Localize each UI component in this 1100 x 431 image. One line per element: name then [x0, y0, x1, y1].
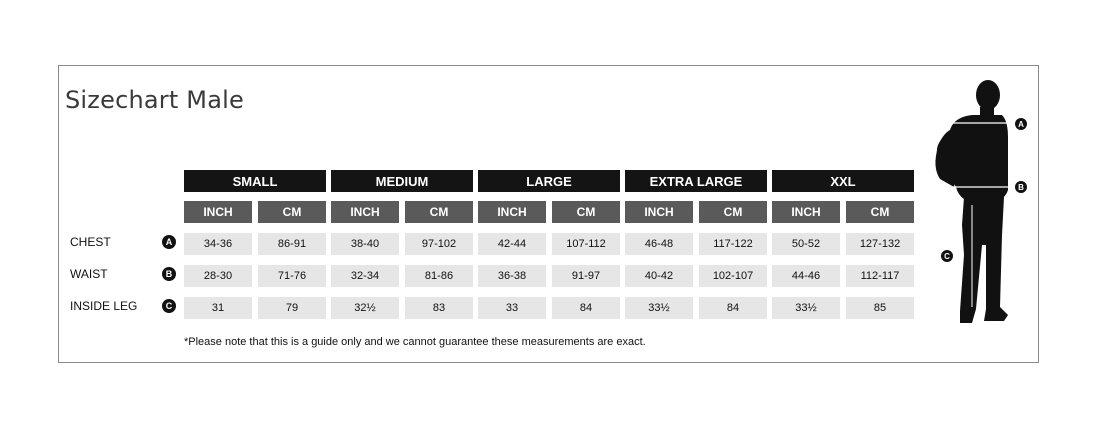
table-cell: 85 — [846, 297, 914, 319]
table-cell: 84 — [552, 297, 620, 319]
table-cell: 33 — [478, 297, 546, 319]
table-cell: 28-30 — [184, 265, 252, 287]
silhouette-torso — [937, 115, 1008, 199]
table-cell: 44-46 — [772, 265, 840, 287]
marker-a-icon: A — [162, 235, 176, 249]
table-cell: 33½ — [772, 297, 840, 319]
table-cell: 34-36 — [184, 233, 252, 255]
marker-c-icon: C — [162, 299, 176, 313]
figure-marker-a-label: A — [1018, 120, 1024, 129]
table-cell: 46-48 — [625, 233, 693, 255]
unit-header-cm: CM — [258, 201, 326, 223]
table-cell: 32½ — [331, 297, 399, 319]
size-header-medium: MEDIUM — [331, 170, 473, 192]
disclaimer-note: *Please note that this is a guide only and we cannot guarantee these measurements are exact. — [184, 336, 646, 348]
size-header-extra-large: EXTRA LARGE — [625, 170, 767, 192]
unit-header-cm: CM — [552, 201, 620, 223]
table-cell: 40-42 — [625, 265, 693, 287]
size-header-large: LARGE — [478, 170, 620, 192]
table-cell: 102-107 — [699, 265, 767, 287]
marker-b-icon: B — [162, 267, 176, 281]
table-cell: 32-34 — [331, 265, 399, 287]
size-header-xxl: XXL — [772, 170, 914, 192]
table-cell: 86-91 — [258, 233, 326, 255]
table-cell: 83 — [405, 297, 473, 319]
table-cell: 91-97 — [552, 265, 620, 287]
table-cell: 127-132 — [846, 233, 914, 255]
row-label-inside-leg: INSIDE LEG — [70, 299, 138, 313]
unit-header-cm: CM — [405, 201, 473, 223]
unit-header-inch: INCH — [184, 201, 252, 223]
unit-header-inch: INCH — [625, 201, 693, 223]
unit-header-inch: INCH — [478, 201, 546, 223]
table-cell: 31 — [184, 297, 252, 319]
unit-header-inch: INCH — [772, 201, 840, 223]
table-cell: 97-102 — [405, 233, 473, 255]
unit-header-cm: CM — [699, 201, 767, 223]
male-silhouette-figure — [920, 75, 1040, 335]
table-cell: 38-40 — [331, 233, 399, 255]
size-header-small: SMALL — [184, 170, 326, 192]
silhouette-head — [976, 80, 1000, 110]
row-label-chest: CHEST — [70, 235, 111, 249]
table-cell: 36-38 — [478, 265, 546, 287]
table-cell: 33½ — [625, 297, 693, 319]
figure-marker-c-label: C — [944, 252, 950, 261]
unit-header-cm: CM — [846, 201, 914, 223]
unit-header-inch: INCH — [331, 201, 399, 223]
table-cell: 117-122 — [699, 233, 767, 255]
table-cell: 107-112 — [552, 233, 620, 255]
table-cell: 42-44 — [478, 233, 546, 255]
figure-marker-b-label: B — [1018, 183, 1024, 192]
table-cell: 112-117 — [846, 265, 914, 287]
table-cell: 84 — [699, 297, 767, 319]
table-cell: 79 — [258, 297, 326, 319]
table-cell: 81-86 — [405, 265, 473, 287]
chart-title: Sizechart Male — [65, 86, 244, 114]
table-cell: 71-76 — [258, 265, 326, 287]
row-label-waist: WAIST — [70, 267, 108, 281]
table-cell: 50-52 — [772, 233, 840, 255]
silhouette-legs — [960, 197, 1008, 323]
